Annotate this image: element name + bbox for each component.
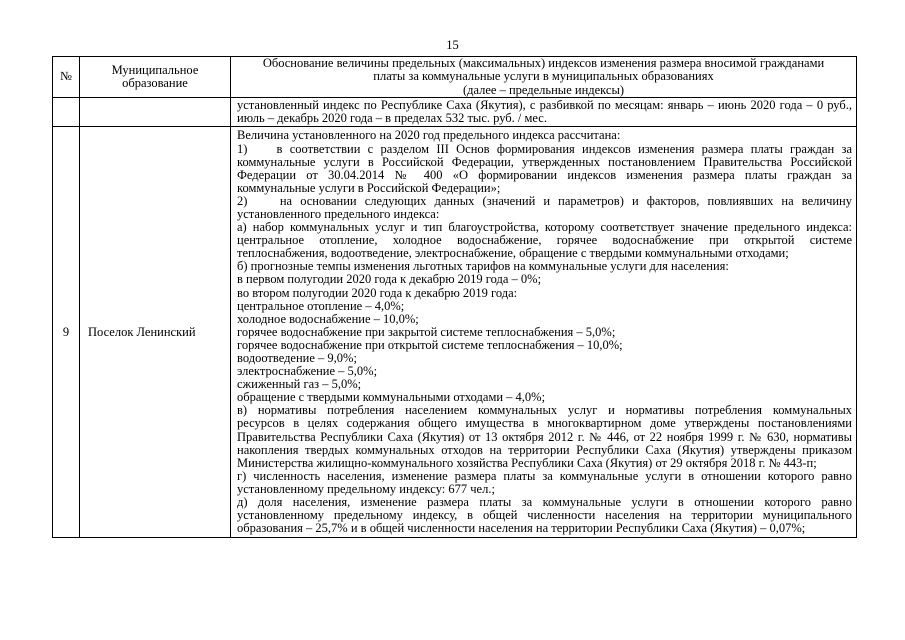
- header-justification-line1: Обоснование величины предельных (максимальных) индексов изменения размера вносимой гражданами: [262, 56, 825, 70]
- continuation-row: [53, 98, 857, 127]
- justification-line: электроснабжение – 5,0%;: [237, 364, 378, 379]
- justification-line: в первом полугодии 2020 года к декабрю 2019 года – 0%;: [237, 272, 542, 287]
- justification-line: образования – 25,7% и в общей численности населения на территории Республики Саха (Якутия) – 0,07%;: [237, 521, 806, 536]
- justification-line: д) доля населения, изменение размера платы за коммунальные услуги в отношении которого равно: [237, 495, 852, 510]
- header-justification-line2: платы за коммунальные услуги в муниципальных образованиях: [373, 69, 714, 84]
- justification-line: холодное водоснабжение – 10,0%;: [237, 311, 419, 326]
- justification-line: коммунальные услуги в Российской Федерации»;: [237, 180, 501, 195]
- justification-line: сжиженный газ – 5,0%;: [237, 377, 362, 392]
- continuation-text-cell: [231, 98, 857, 127]
- justification-line: Федерации от 30.04.2014 № 400 «О формировании индексов изменения размера платы граждан за: [237, 167, 852, 182]
- header-number: №: [53, 57, 80, 98]
- justification-line: установленному предельному индексу, в общей численности населения на территории муниципального: [237, 508, 852, 523]
- table-row: [53, 127, 857, 538]
- justification-line: горячее водоснабжение при закрытой системе теплоснабжения – 5,0%;: [237, 324, 616, 339]
- page-number: 15: [446, 38, 459, 52]
- header-justification: [231, 57, 857, 98]
- justification-line: накопления твердых коммунальных отходов на территории Республики Саха (Якутия) утверждены приказом: [237, 442, 852, 457]
- continuation-municipality-cell: [80, 98, 231, 127]
- continuation-number-cell: [53, 98, 80, 127]
- continuation-line: установленный индекс по Республике Саха (Якутия), с разбивкой по месяцам: январь – июнь 2020 года – 0 руб.,: [237, 98, 852, 113]
- justification-line: установленного предельного индекса:: [237, 206, 440, 221]
- justification-line: обращение с твердыми коммунальными отходами – 4,0%;: [237, 390, 546, 405]
- justification-line: во втором полугодии 2020 года к декабрю 2019 года:: [237, 285, 518, 300]
- justification-line: 2) на основании следующих данных (значений и параметров) и факторов, повлиявших на величину: [237, 193, 852, 208]
- justification-line: 1) в соответствии с разделом III Основ формирования индексов изменения размера платы граждан за: [237, 141, 852, 156]
- justification-line: водоотведение – 9,0%;: [237, 351, 357, 365]
- justification-line: теплоснабжения, водоотведение, электроснабжение, обращение с твердыми коммунальными отходами;: [237, 246, 789, 261]
- table-header-row: [53, 57, 857, 98]
- justification-line: горячее водоснабжение при открытой системе теплоснабжения – 10,0%;: [237, 337, 623, 352]
- justification-line: Министерства жилищно-коммунального хозяйства Республики Саха (Якутия) от 29 октября 2018 г. № 443-п;: [237, 455, 817, 470]
- justification-line: установленному предельному индексу: 677 чел.;: [237, 481, 495, 496]
- header-municipality: Муниципальное образование: [80, 57, 231, 98]
- justification-line: коммунальные услуги в Российской Федерации, утвержденных постановлением Правительства Российской: [237, 154, 852, 169]
- justification-line: центральное отопление, холодное водоснабжение, горячее водоснабжение при открытой системе: [237, 233, 852, 248]
- continuation-line: июль – декабрь 2020 года – в пределах 532 тыс. руб. / мес.: [237, 111, 547, 126]
- justification-line: г) численность населения, изменение размера платы за коммунальные услуги в отношении которого равно: [237, 468, 852, 483]
- justification-line: Правительства Республики Саха (Якутия) от 13 октября 2012 г. № 446, от 22 ноября 1999 г. № 630, нормативы: [237, 429, 852, 444]
- justification-line: центральное отопление – 4,0%;: [237, 298, 405, 313]
- justification-line: а) набор коммунальных услуг и тип благоустройства, которому соответствует значение предельного индекса:: [237, 220, 852, 235]
- header-justification-line3: (далее – предельные индексы): [462, 82, 625, 97]
- justification-line: б) прогнозные темпы изменения льготных тарифов на коммунальные услуги для населения:: [237, 259, 729, 274]
- row-municipality: Поселок Ленинский: [80, 127, 231, 538]
- indices-table: [52, 56, 857, 538]
- row-justification-text: [231, 127, 857, 538]
- row-number: 9: [53, 127, 80, 538]
- justification-line: в) нормативы потребления населением коммунальных услуг и нормативы потребления коммунальных: [237, 403, 852, 418]
- justification-line: ресурсов в целях содержания общего имущества в многоквартирном доме утверждены постановлениями: [237, 416, 852, 431]
- justification-line: Величина установленного на 2020 год предельного индекса рассчитана:: [237, 128, 621, 143]
